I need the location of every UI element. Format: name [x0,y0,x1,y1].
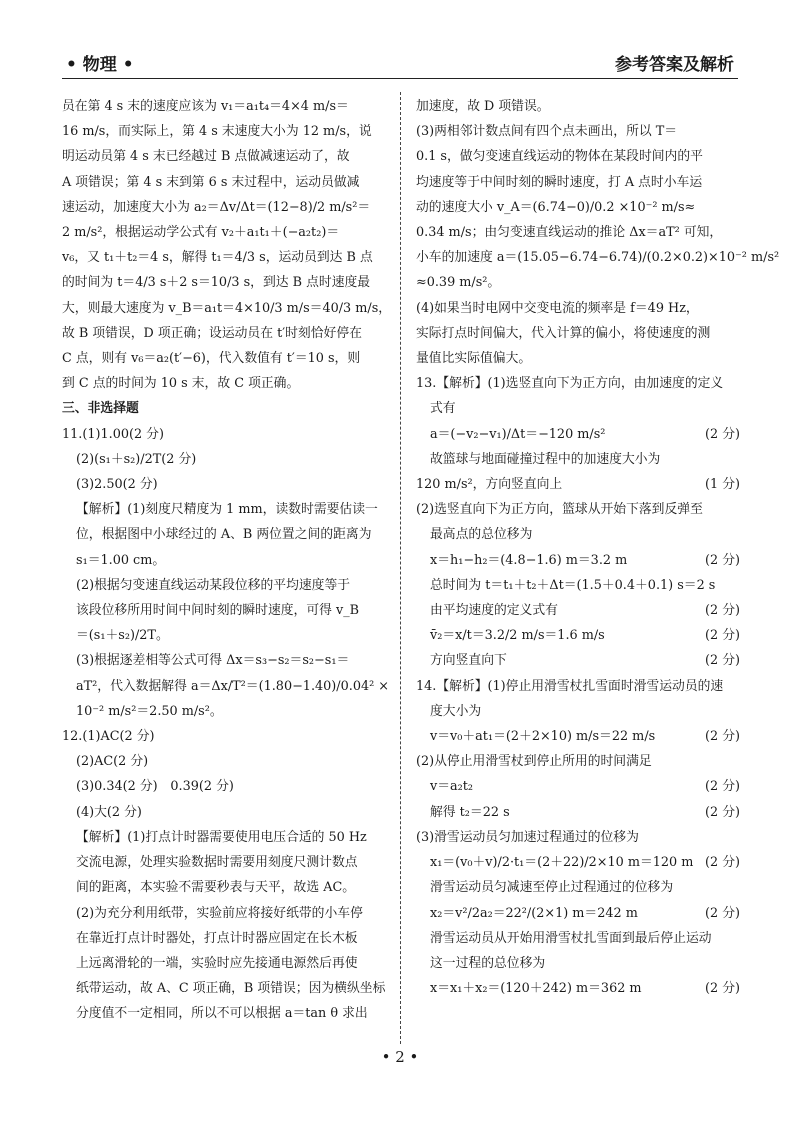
line-text: 的时间为 t＝4/3 s＋2 s＝10/3 s，到达 B 点时速度最 [62,275,371,291]
right-line [416,321,740,346]
left-line [62,800,392,825]
line-text: 位，根据图中小球经过的 A、B 两位置之间的距离为 [76,527,372,543]
right-line [416,573,740,598]
line-text: (2)从停止用滑雪杖到停止所用的时间满足 [416,754,652,770]
score-label: (2 分) [705,779,740,795]
left-line [62,94,392,119]
score-label: (2 分) [705,981,740,997]
left-line [62,270,392,295]
line-text: 0.1 s，做匀变速直线运动的物体在某段时间内的平 [416,149,703,165]
score-label: (2 分) [705,603,740,619]
left-line [62,1001,392,1026]
line-text: 加速度，故 D 项错误。 [416,99,550,114]
line-text: 2 m/s²，根据运动学公式有 v₂＋a₁t₁＋(−a₂t₂)＝ [62,225,340,241]
left-line [62,346,392,371]
right-line [416,951,740,976]
line-text: 解得 t₂＝22 s [430,804,510,820]
line-text: 总时间为 t＝t₁＋t₂＋Δt＝(1.5＋0.4＋0.1) s＝2 s [430,577,716,593]
right-line [416,396,740,421]
line-text: 到 C 点的时间为 10 s 末，故 C 项正确。 [62,376,300,392]
right-line [416,245,780,270]
line-text: x＝h₁−h₂＝(4.8−1.6) m＝3.2 m [430,552,628,568]
left-line [62,119,392,144]
right-line [416,144,740,169]
line-text: (3)0.34(2 分) 0.39(2 分) [76,779,234,795]
line-text: 式有 [430,401,456,417]
left-line [62,749,392,774]
line-text: 上远离滑轮的一端，实验时应先接通电源然后再使 [76,955,358,971]
line-text: 三、非选择题 [62,401,139,417]
right-line [416,699,740,724]
line-text: 大，则最大速度为 v_B＝a₁t＝4×10/3 m/s＝40/3 m/s， [62,300,392,316]
line-text: 120 m/s²，方向竖直向上 [416,477,563,493]
column-divider [400,92,401,1044]
line-text: v＝v₀＋at₁＝(2＋2×10) m/s＝22 m/s [430,729,656,745]
line-text: ＝(s₁＋s₂)/2T。 [76,628,169,644]
right-line [416,598,740,623]
line-text: 小车的加速度 a＝(15.05−6.74−6.74)/(0.2×0.2)×10⁻² m/s² [416,250,780,266]
line-text: 14.【解析】(1)停止用滑雪杖扎雪面时滑雪运动员的速 [416,678,724,694]
left-line [62,371,392,396]
right-line [416,674,740,699]
left-line [62,144,392,169]
left-line [62,447,392,472]
line-text: (4)大(2 分) [76,804,142,820]
right-line [416,346,740,371]
left-line [62,573,392,598]
right-line [416,270,740,295]
score-label: (2 分) [705,628,740,644]
right-line [416,371,740,396]
right-line [416,94,740,119]
line-text: (3)根据逐差相等公式可得 Δx＝s₃−s₂＝s₂−s₁＝ [76,653,350,669]
right-line [416,170,740,195]
line-text: v＝a₂t₂ [430,779,474,795]
line-text: 【解析】(1)刻度尺精度为 1 mm，读数时需要估读一 [76,502,378,518]
right-line [416,875,740,900]
line-text: 方向竖直向下 [430,653,507,669]
right-line [416,749,740,774]
right-line [416,901,740,926]
score-label: (2 分) [705,855,740,871]
line-text: 最高点的总位移为 [430,527,533,543]
left-line [62,598,392,623]
left-line [62,548,392,573]
line-text: v̄₂＝x/t＝3.2/2 m/s＝1.6 m/s [430,628,605,644]
left-line [62,825,392,850]
line-text: 纸带运动，故 A、C 项正确，B 项错误；因为横纵坐标 [76,981,386,997]
line-text: 该段位移所用时间中间时刻的瞬时速度，可得 v_B [76,603,360,619]
left-line [62,422,392,447]
line-text: 速运动，加速度大小为 a₂＝Δv/Δt＝(12−8)/2 m/s²＝ [62,199,371,215]
left-line [62,674,392,699]
line-text: 【解析】(1)打点计时器需要使用电压合适的 50 Hz [76,829,367,845]
right-line [416,648,740,673]
line-text: s₁＝1.00 cm。 [76,552,166,568]
line-text: (2)AC(2 分) [76,754,149,770]
left-line [62,396,392,421]
left-line [62,699,392,724]
right-line [416,497,740,522]
line-text: (4)如果当时电网中交变电流的频率是 f＝49 Hz， [416,300,699,316]
right-line [416,447,740,472]
line-text: (3)两相邻计数点间有四个点未画出，所以 T＝ [416,124,678,140]
line-text: 滑雪运动员匀减速至停止过程通过的位移为 [430,880,674,896]
line-text: (2)根据匀变速直线运动某段位移的平均速度等于 [76,577,351,593]
line-text: 员在第 4 s 末的速度应该为 v₁＝a₁t₄＝4×4 m/s＝ [62,99,349,114]
left-line [62,850,392,875]
line-text: 实际打点时间偏大，代入计算的偏小，将使速度的测 [416,325,711,341]
line-text: (2)选竖直向下为正方向，篮球从开始下落到反弹至 [416,502,703,518]
left-line [62,901,392,926]
line-text: (3)2.50(2 分) [76,477,158,493]
line-text: 13.【解析】(1)选竖直向下为正方向，由加速度的定义 [416,376,724,392]
line-text: (3)滑雪运动员匀加速过程通过的位移为 [416,829,639,845]
right-line [416,422,740,447]
right-line [416,220,740,245]
right-line [416,195,740,220]
line-text: a＝(−v₂−v₁)/Δt＝−120 m/s² [430,426,606,442]
right-line [416,623,740,648]
left-line [62,321,392,346]
right-column [416,94,780,1001]
line-text: 均速度等于中间时刻的瞬时速度，打 A 点时小车运 [416,174,703,190]
score-label: (2 分) [705,653,740,669]
line-text: 交流电源，处理实验数据时需要用刻度尺测计数点 [76,855,358,871]
line-text: 由平均速度的定义式有 [430,603,558,619]
right-line [416,522,740,547]
left-line [62,195,392,220]
score-label: (2 分) [705,905,740,921]
left-line [62,774,392,799]
left-line [62,220,392,245]
score-label: (1 分) [705,477,740,493]
left-line [62,472,392,497]
line-text: x₁＝(v₀＋v)/2·t₁＝(2＋22)/2×10 m＝120 m [430,855,694,871]
score-label: (2 分) [705,804,740,820]
left-line [62,951,392,976]
right-line [416,472,740,497]
line-text: 16 m/s，而实际上，第 4 s 末速度大小为 12 m/s，说 [62,124,372,140]
left-line [62,648,392,673]
line-text: v₆，又 t₁＋t₂＝4 s，解得 t₁＝4/3 s，运动员到达 B 点 [62,250,373,266]
right-line [416,724,740,749]
line-text: (2)(s₁＋s₂)/2T(2 分) [76,451,197,467]
right-line [416,548,740,573]
page-header [62,48,738,79]
line-text: 这一过程的总位移为 [430,955,546,971]
page-number: • 2 • [381,1048,419,1066]
right-line [416,850,740,875]
right-line [416,119,740,144]
line-text: aT²，代入数据解得 a＝Δx/T²＝(1.80−1.40)/0.04² × [76,678,390,694]
line-text: x＝x₁＋x₂＝(120＋242) m＝362 m [430,981,642,997]
line-text: 度大小为 [430,703,482,719]
left-line [62,926,392,951]
score-label: (2 分) [705,729,740,745]
line-text: 滑雪运动员从开始用滑雪杖扎雪面到最后停止运动 [430,930,712,946]
header-title: 参考答案及解析 [615,55,734,75]
left-line [62,245,392,270]
right-line [416,926,740,951]
right-line [416,800,740,825]
left-line [62,875,392,900]
left-line [62,623,392,648]
line-text: 量值比实际值偏大。 [416,351,532,367]
left-line [62,497,392,522]
line-text: (2)为充分利用纸带，实验前应将接好纸带的小车停 [76,905,363,921]
left-line [62,724,392,749]
line-text: 间的距离，本实验不需要秒表与天平，故选 AC。 [76,880,356,896]
line-text: 故篮球与地面碰撞过程中的加速度大小为 [430,451,661,467]
line-text: x₂＝v²/2a₂＝22²/(2×1) m＝242 m [430,905,638,921]
right-line [416,296,740,321]
left-line [62,522,392,547]
right-line [416,774,740,799]
line-text: 10⁻² m/s²＝2.50 m/s²。 [76,703,223,719]
line-text: ≈0.39 m/s²。 [416,275,501,291]
line-text: 分度值不一定相同，所以不可以根据 a＝tan θ 求出 [76,1006,368,1022]
left-column [62,94,392,1027]
line-text: A 项错误；第 4 s 末到第 6 s 末过程中，运动员做减 [62,174,360,190]
line-text: 11.(1)1.00(2 分) [62,426,164,442]
line-text: 0.34 m/s；由匀变速直线运动的推论 Δx＝aT² 可知， [416,225,723,241]
left-line [62,976,392,1001]
line-text: 在靠近打点计时器处，打点计时器应固定在长木板 [76,930,358,946]
line-text: 故 B 项错误，D 项正确；设运动员在 t′时刻恰好停在 [62,325,362,341]
subject-label: • 物理 • [66,55,134,75]
left-line [62,170,392,195]
right-line [416,825,740,850]
left-line [62,296,392,321]
line-text: 动的速度大小 v_A＝(6.74−0)/0.2 ×10⁻² m/s≈ [416,199,696,215]
line-text: 12.(1)AC(2 分) [62,729,155,745]
right-line [416,976,740,1001]
line-text: C 点，则有 v₆＝a₂(t′−6)，代入数值有 t′＝10 s，则 [62,351,361,367]
score-label: (2 分) [705,426,740,442]
score-label: (2 分) [705,552,740,568]
line-text: 明运动员第 4 s 末已经越过 B 点做减速运动了，故 [62,149,350,165]
